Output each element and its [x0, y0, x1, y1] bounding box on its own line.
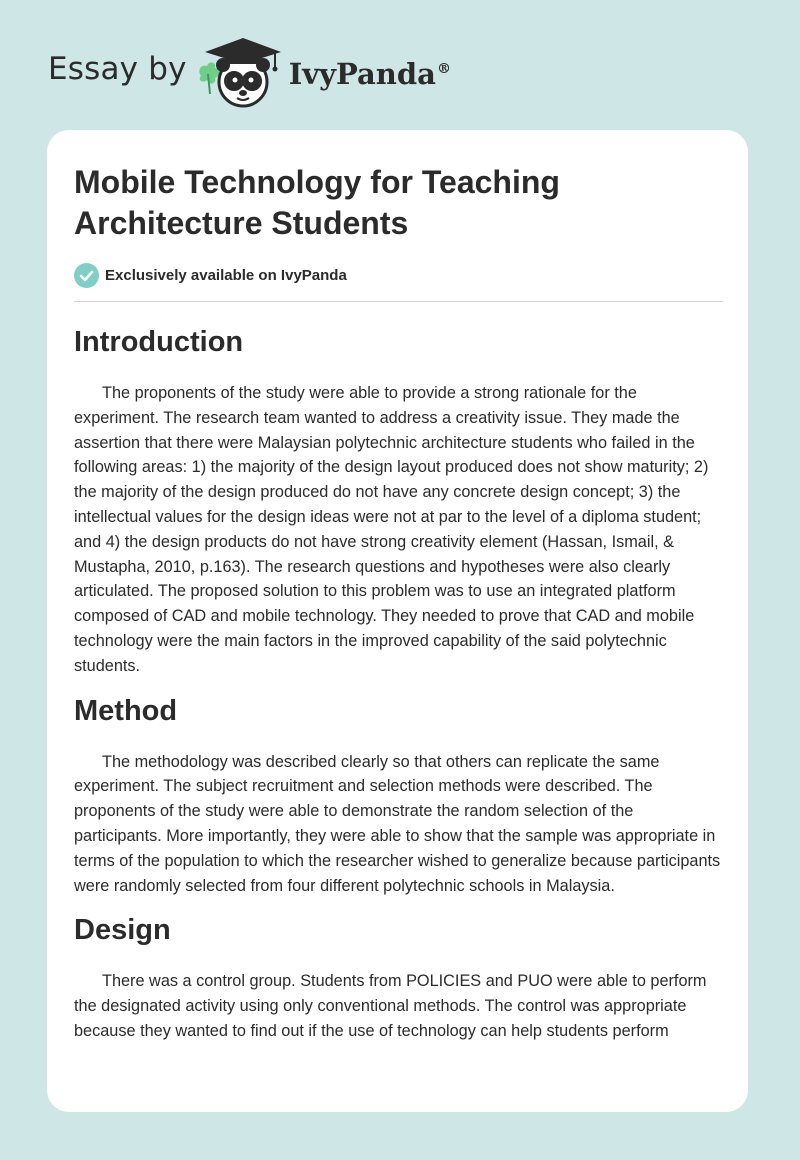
section-heading-design: Design [74, 914, 171, 947]
title-divider [74, 301, 723, 302]
section-method [74, 693, 722, 899]
registered-mark: ® [436, 61, 451, 78]
section-paragraph-introduction: The proponents of the study were able to provide a strong rationale for the experiment. The research team wanted to address a creativity issue. They made the assertion that there were Malaysian polytechnic architecture students who failed in the following areas: 1) the majority of the design layout produced does not show maturity; 2) the majority of the design produced do not have any concrete design concept; 3) the intellectual values for the design ideas were not at par to the level of a diploma student; and 4) the design products do not have strong creativity element (Hassan, Ismail, & Mustapha, 2010, p.163). The research questions and hypotheses were also clearly articulated. The proposed solution to this problem was to use an integrated platform composed of CAD and mobile technology. They needed to prove that CAD and mobile technology were the main factors in the improved capability of the said polytechnic students. [74, 384, 709, 675]
essay-card [47, 130, 748, 1112]
exclusive-badge [74, 263, 722, 288]
check-circle-icon [74, 263, 99, 288]
brand-header[interactable] [48, 34, 451, 110]
section-design [74, 912, 722, 1043]
brand-prefix: Essay by [48, 51, 187, 87]
exclusive-badge-text: Exclusively available on IvyPanda [105, 267, 347, 284]
brand-name-text: IvyPanda [288, 57, 436, 91]
section-introduction [74, 324, 722, 679]
section-heading-introduction: Introduction [74, 326, 244, 358]
page-title: Mobile Technology for Teaching Architecture Students [74, 164, 560, 241]
panda-logo-icon [197, 34, 289, 110]
section-paragraph-method: The methodology was described clearly so that others can replicate the same experiment. The subject recruitment and selection methods were described. The proponents of the study were able to demonstrate the random selection of the participants. More importantly, they were able to show that the sample was appropriate in terms of the population to which the researcher wished to generalize because participants were randomly selected from four different polytechnic schools in Malaysia. [74, 752, 721, 895]
section-paragraph-design: There was a control group. Students from POLICIES and PUO were able to perform the designated activity using only conventional methods. The control was appropriate because they wanted to find out if the use of technology can help students perform [74, 972, 707, 1040]
section-heading-method: Method [74, 694, 178, 727]
brand-name [289, 57, 451, 91]
